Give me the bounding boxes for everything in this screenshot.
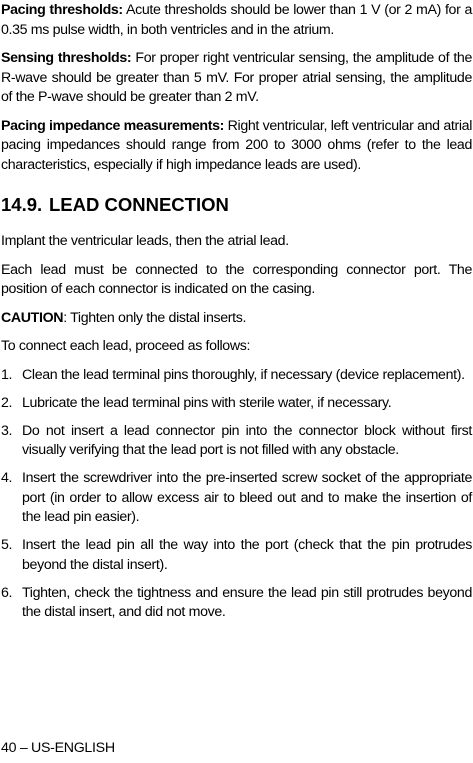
list-item — [1, 584, 472, 623]
step-text: Lubricate the lead terminal pins with sterile water, if necessary. — [22, 394, 392, 411]
pacing-impedance-text: Right ventricular, left ventricular and atrial pacing impedances should range from 200 to 3000 ohms (refer to the lead characteristics, especially if high impedance leads are used). — [1, 117, 472, 173]
section-number: 14.9. — [1, 194, 43, 215]
step-text: Clean the lead terminal pins thoroughly, if necessary (device replacement). — [22, 366, 465, 383]
pacing-thresholds-text: Acute thresholds should be lower than 1 V (or 2 mA) for a 0.35 ms pulse width, in both ventricles and in the atrium. — [1, 2, 472, 38]
step-text: Tighten, check the tightness and ensure the lead pin still protrudes beyond the distal insert, and did not move. — [22, 584, 472, 620]
page-footer: 40 – US-ENGLISH — [1, 740, 115, 756]
list-item — [1, 394, 472, 414]
caution-paragraph — [1, 309, 472, 329]
list-item — [1, 422, 472, 461]
pacing-thresholds-label: Pacing thresholds: — [1, 2, 123, 18]
step-number: 1. — [1, 366, 13, 383]
sensing-thresholds-text: For proper right ventricular sensing, the amplitude of the R-wave should be greater than 5 mV. For proper atrial sensing, the amplitude of the P-wave should be greater than 2 mV. — [1, 50, 472, 105]
section-title: LEAD CONNECTION — [49, 194, 229, 215]
steps-intro: To connect each lead, proceed as follows: — [1, 338, 251, 354]
pacing-thresholds-paragraph — [1, 1, 472, 40]
caution-label: CAUTION — [1, 309, 64, 326]
list-item — [1, 366, 472, 386]
pacing-impedance-paragraph — [1, 117, 472, 176]
step-text: Insert the screwdriver into the pre-inserted screw socket of the appropriate port (in order to allow excess air to bleed out and to make the insertion of the lead pin easier). — [22, 470, 472, 525]
steps-list — [1, 366, 472, 623]
list-item — [1, 469, 472, 528]
step-text: Insert the lead pin all the way into the port (check that the pin protrudes beyond the distal insert). — [22, 537, 472, 573]
section-heading — [1, 193, 472, 217]
sensing-thresholds-paragraph — [1, 49, 472, 108]
step-number: 6. — [1, 584, 13, 601]
step-number: 2. — [1, 394, 13, 411]
step-number: 3. — [1, 422, 13, 439]
caution-colon: : — [63, 309, 67, 326]
sensing-thresholds-label: Sensing thresholds: — [1, 50, 132, 66]
step-number: 4. — [1, 470, 13, 486]
page-content — [1, 0, 472, 631]
each-lead-paragraph: Each lead must be connected to the corresponding connector port. The position of each connector is indicated on the casing. — [1, 261, 472, 297]
caution-text: Tighten only the distal inserts. — [66, 309, 247, 326]
implant-paragraph: Implant the ventricular leads, then the atrial lead. — [1, 233, 289, 249]
step-text: Do not insert a lead connector pin into the connector block without first visually verifying that the lead port is not filled with any obstacle. — [22, 422, 472, 458]
pacing-impedance-label: Pacing impedance measurements: — [1, 117, 224, 134]
step-number: 5. — [1, 537, 13, 553]
list-item — [1, 536, 472, 575]
